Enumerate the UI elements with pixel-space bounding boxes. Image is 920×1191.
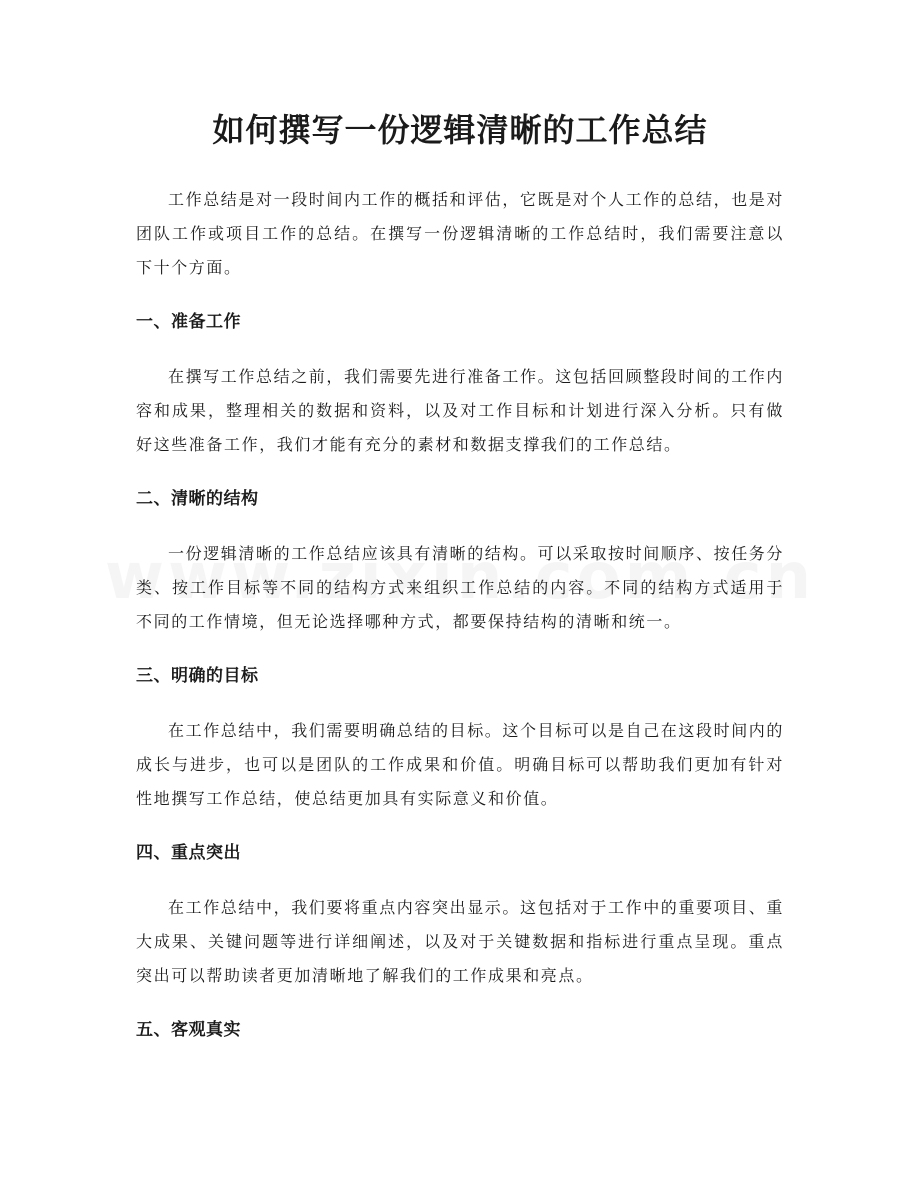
document-title: 如何撰写一份逻辑清晰的工作总结 — [212, 111, 708, 149]
section-heading-5: 五、客观真实 — [136, 1020, 241, 1040]
section-heading-1: 一、准备工作 — [136, 312, 241, 332]
section-body-4: 在工作总结中，我们要将重点内容突出显示。这包括对于工作中的重要项目、重大成果、关键问题等进行详细阐述，以及对于关键数据和指标进行重点呈现。重点突出可以帮助读者更加清晰地了解我们的工作成果和亮点。 — [136, 898, 785, 985]
section-heading-4: 四、重点突出 — [136, 843, 241, 863]
section-body-3: 在工作总结中，我们需要明确总结的目标。这个目标可以是自己在这段时间内的成长与进步，也可以是团队的工作成果和价值。明确目标可以帮助我们更加有针对性地撰写工作总结，使总结更加具有实际意义和价值。 — [136, 721, 785, 808]
section-body-2: 一份逻辑清晰的工作总结应该具有清晰的结构。可以采取按时间顺序、按任务分类、按工作目标等不同的结构方式来组织工作总结的内容。不同的结构方式适用于不同的工作情境，但无论选择哪种方式，都要保持结构的清晰和统一。 — [136, 544, 785, 631]
section-heading-2: 二、清晰的结构 — [136, 489, 259, 509]
document-body — [136, 183, 784, 1047]
intro-paragraph: 工作总结是对一段时间内工作的概括和评估，它既是对个人工作的总结，也是对团队工作或项目工作的总结。在撰写一份逻辑清晰的工作总结时，我们需要注意以下十个方面。 — [136, 190, 785, 277]
section-heading-3: 三、明确的目标 — [136, 666, 259, 686]
section-body-1: 在撰写工作总结之前，我们需要先进行准备工作。这包括回顾整段时间的工作内容和成果，整理相关的数据和资料，以及对工作目标和计划进行深入分析。只有做好这些准备工作，我们才能有充分的素材和数据支撑我们的工作总结。 — [136, 367, 785, 454]
